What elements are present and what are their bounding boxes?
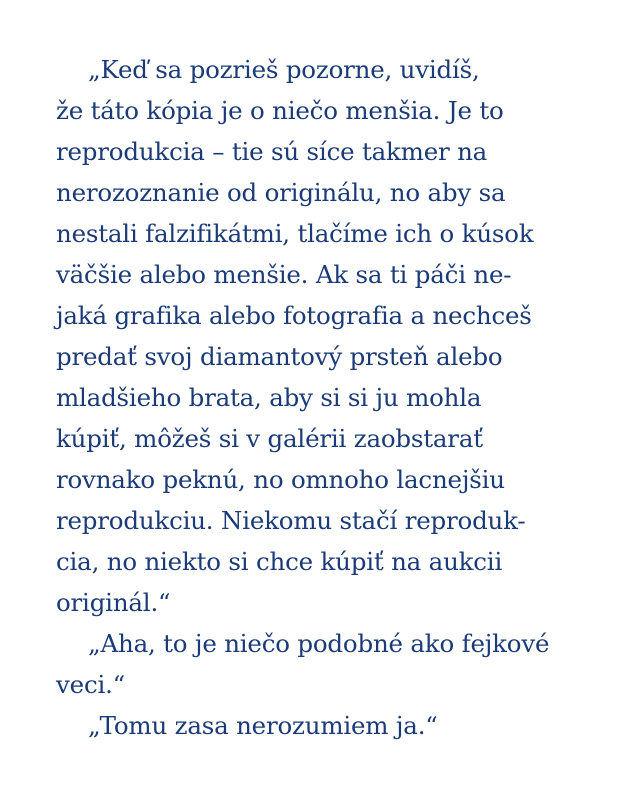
text-line: originál.“ [56,588,171,617]
text-line: že táto kópia je o niečo menšia. Je to [56,96,504,125]
text-line: predať svoj diamantový prsteň alebo [56,342,503,371]
text-line: reprodukcia – tie sú síce takmer na [56,137,488,166]
text-line: rovnako peknú, no omnoho lacnejšiu [56,465,505,494]
text-line: „Tomu zasa nerozumiem ja.“ [88,711,438,740]
text-line: veci.“ [56,670,126,699]
text-line: nerozoznanie od originálu, no aby sa [56,178,506,207]
text-line: reprodukciu. Niekomu stačí reproduk- [56,506,526,535]
text-line: „Keď sa pozrieš pozorne, uvidíš, [88,55,480,84]
text-line: mladšieho brata, aby si si ju mohla [56,383,482,412]
text-line: kúpiť, môžeš si v galérii zaobstarať [56,424,483,453]
text-line: jaká grafika alebo fotografia a nechceš [56,301,532,330]
text-line: „Aha, to je niečo podobné ako fejkové [88,629,550,658]
text-line: nestali falzifikátmi, tlačíme ich o kúsok [56,219,534,248]
text-line: väčšie alebo menšie. Ak sa ti páči ne- [56,260,512,289]
text-line: cia, no niekto si chce kúpiť na aukcii [56,547,503,576]
